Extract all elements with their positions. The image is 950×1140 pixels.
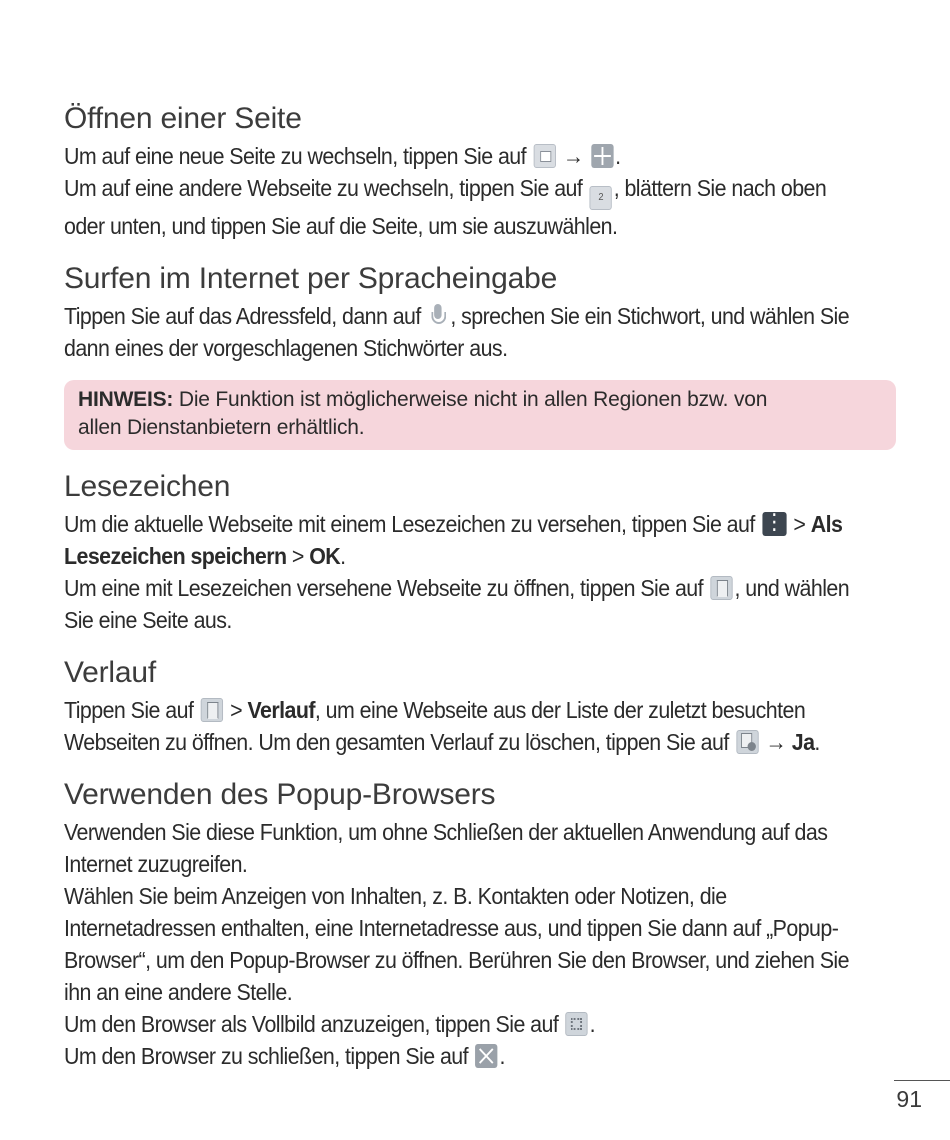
arrow-text: → [557,143,590,169]
paragraph-line [64,572,850,604]
bold-text: Verlauf [247,697,315,723]
text: . [340,543,346,569]
text: . [589,1011,596,1037]
fullscreen-icon [565,1012,587,1036]
paragraph-line [64,1008,838,1040]
page-number-rule [894,1080,950,1081]
arrow-text: → [760,729,792,755]
note-label: HINWEIS: [78,388,174,411]
paragraph-line [64,300,850,332]
paragraph-line [64,140,838,172]
text: Tippen Sie auf [64,697,199,723]
paragraph-line: Sie eine Seite aus. [64,607,232,633]
section-title: Surfen im Internet per Spracheingabe [64,262,558,295]
text: Webseiten zu öffnen. Um den gesamten Verlauf zu löschen, tippen Sie auf [64,729,735,755]
paragraph-line: Wählen Sie beim Anzeigen von Inhalten, z. B. Kontakten oder Notizen, die [64,883,727,909]
menu-icon [762,512,786,536]
paragraph-line [64,540,838,572]
bold-text: Ja [791,729,815,755]
section-title: Verwenden des Popup-Browsers [64,778,496,811]
bold-text: OK [309,543,341,569]
paragraph-line [64,726,838,758]
text: Um eine mit Lesezeichen versehene Webseite zu öffnen, tippen Sie auf [64,575,709,601]
note-line [78,386,882,414]
text: Um auf eine andere Webseite zu wechseln, tippen Sie auf [64,175,588,201]
text: , und wählen [734,575,850,601]
text: Um den Browser zu schließen, tippen Sie auf [64,1043,474,1069]
clear-history-icon [736,730,758,754]
paragraph-line [64,1040,838,1072]
text: Um auf eine neue Seite zu wechseln, tippen Sie auf [64,143,532,169]
section-title: Öffnen einer Seite [64,102,302,135]
microphone-icon [428,304,448,328]
text: , sprechen Sie ein Stichwort, und wählen Sie [450,303,850,329]
paragraph-line: ihn an eine andere Stelle. [64,979,293,1005]
bold-text: Als [810,511,843,537]
section-history [64,652,896,758]
text: . [615,143,621,169]
paragraph-line: Verwenden Sie diese Funktion, um ohne Schließen der aktuellen Anwendung auf das [64,819,828,845]
paragraph-line [64,694,838,726]
text: . [814,729,820,755]
text: , blättern Sie nach oben [613,175,827,201]
bookmark-icon [201,698,223,722]
note-line: allen Dienstanbietern erhältlich. [78,416,365,439]
separator: > [286,543,310,569]
paragraph-line [64,172,838,210]
tab-list-icon: 2 [590,186,612,210]
paragraph-line [64,508,843,540]
section-open-page [64,98,896,242]
plus-icon [591,144,613,168]
text: , um eine Webseite aus der Liste der zuletzt besuchten [314,697,806,723]
text: Um den Browser als Vollbild anzuzeigen, tippen Sie auf [64,1011,564,1037]
paragraph-line: Browser“, um den Popup-Browser zu öffnen. Berühren Sie den Browser, und ziehen Sie [64,947,849,973]
bookmark-icon [710,576,732,600]
separator: > [788,511,811,537]
paragraph-line: Internetadressen enthalten, eine Internetadresse aus, und tippen Sie dann auf „Popup- [64,915,839,941]
section-title: Verlauf [64,656,156,689]
close-icon [475,1044,497,1068]
paragraph-line: oder unten, und tippen Sie auf die Seite, um sie auszuwählen. [64,213,618,239]
paragraph-line: dann eines der vorgeschlagenen Stichwörter aus. [64,335,508,361]
section-title: Lesezeichen [64,470,231,503]
paragraph-line: Internet zuzugreifen. [64,851,248,877]
text: Um die aktuelle Webseite mit einem Lesezeichen zu versehen, tippen Sie auf [64,511,761,537]
manual-page [64,98,896,1072]
section-bookmarks [64,466,896,636]
note-box [64,380,896,450]
bold-text: Lesezeichen speichern [64,543,287,569]
section-popup-browser [64,774,896,1072]
separator: > [224,697,248,723]
text: . [499,1043,505,1069]
tab-icon [533,144,555,168]
text: Tippen Sie auf das Adressfeld, dann auf [64,303,427,329]
page-number: 91 [896,1086,922,1112]
section-voice-search [64,258,896,450]
note-text: Die Funktion ist möglicherweise nicht in allen Regionen bzw. von [173,388,768,411]
